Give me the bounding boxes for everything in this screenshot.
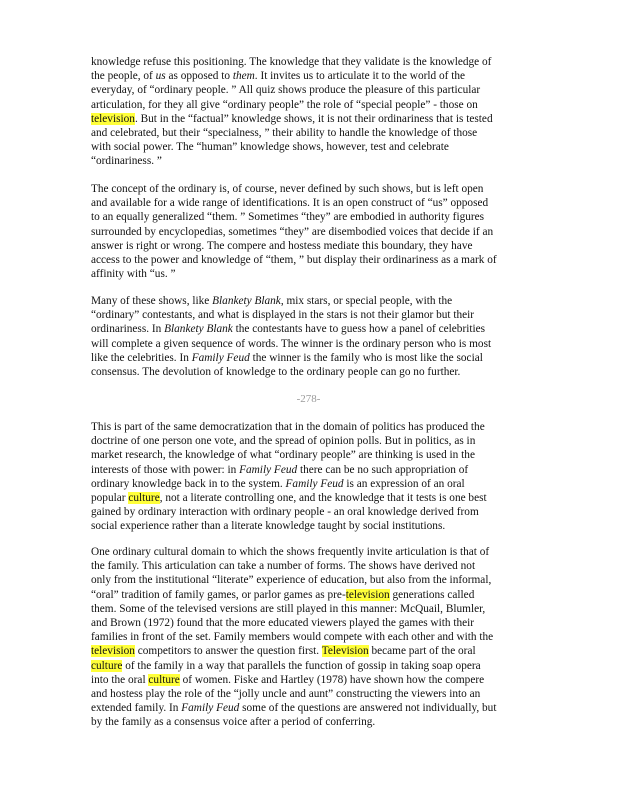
text-line: interests of those with power: in Family Feud there can be no such appropriation of: [91, 463, 469, 476]
page-number: -278-: [296, 393, 321, 405]
text-line: them. Some of the televised versions are still played in this manner: McQuail, Blumler,: [91, 602, 486, 615]
paragraph-1: [91, 55, 531, 169]
text-line: “ordinariness. ”: [91, 155, 162, 168]
text-line: surrounded by encyclopedias, sometimes “they” are disembodied voices that decide if an: [91, 225, 494, 238]
text-line: knowledge refuse this positioning. The knowledge that they validate is the knowledge of: [91, 56, 492, 68]
text-line: doctrine of one person one vote, and the spread of opinion polls. But in politics, as in: [91, 435, 476, 448]
text-line: television competitors to answer the question first. Television became part of the oral: [91, 645, 476, 658]
paragraph-2: [91, 182, 531, 281]
highlighted-term: culture: [128, 492, 160, 505]
text-line: television. But in the “factual” knowledge shows, it is not their ordinariness that is tested: [91, 112, 493, 125]
text-line: and Brown (1972) found that the more educated viewers played the games with their: [91, 617, 475, 630]
text-line: ordinariness. In Blankety Blank the contestants have to guess how a panel of celebrities: [91, 323, 486, 336]
highlighted-term: culture: [91, 659, 123, 672]
text-line: One ordinary cultural domain to which the shows frequently invite articulation is that of: [91, 546, 490, 558]
text-line: culture of the family in a way that parallels the function of gossip in taking soap opera: [91, 659, 481, 672]
text-line: will complete a given sequence of words. The winner is the ordinary person who is most: [91, 337, 492, 350]
text-line: affinity with “us. ”: [91, 268, 176, 281]
text-line: answer is right or wrong. The compere and hostess mediate this boundary, they have: [91, 239, 473, 252]
text-line: The concept of the ordinary is, of course, never defined by such shows, but is left open: [91, 183, 484, 195]
text-line: into the oral culture of women. Fiske and Hartley (1978) have shown how the compere: [91, 673, 485, 686]
text-line: consensus. The devolution of knowledge to the ordinary people can go no further.: [91, 366, 461, 379]
highlighted-term: television: [91, 645, 135, 658]
text-line: ordinary knowledge back in to the system. Family Feud is an expression of an oral: [91, 477, 465, 490]
text-line: “oral” tradition of family games, or parlor games as pre-television generations called: [91, 588, 475, 601]
paragraph-3: [91, 294, 531, 379]
text-line: everyday, of “ordinary people. ” All quiz shows produce the pleasure of this particular: [91, 84, 481, 97]
text-line: Many of these shows, like Blankety Blank, mix stars, or special people, with the: [91, 295, 453, 307]
paragraph-4: [91, 420, 531, 534]
text-line: and hostess play the role of the “jolly uncle and aunt” constructing the viewers into an: [91, 688, 481, 701]
text-line: market research, the knowledge of what “ordinary people” are thinking is used in the: [91, 449, 475, 462]
text-line: social experience rather than a literate knowledge taught by social institutions.: [91, 520, 446, 533]
highlighted-term: culture: [148, 673, 180, 686]
text-line: the family. This articulation can take a number of forms. The shows have derived not: [91, 560, 476, 573]
text-line: to an equally generalized “them. ” Sometimes “they” are embodied in authority figures: [91, 211, 485, 224]
text-line: like the celebrities. In Family Feud the winner is the family who is most like the social: [91, 351, 483, 364]
text-line: extended family. In Family Feud some of the questions are answered not individually, but: [91, 702, 497, 715]
text-line: This is part of the same democratization that in the domain of politics has produced the: [91, 421, 485, 433]
highlighted-term: television: [345, 588, 390, 601]
text-line: the people, of us as opposed to them. It invites us to articulate it to the world of the: [91, 70, 465, 83]
text-line: by the family as a consensus voice after a period of conferring.: [91, 716, 376, 729]
text-line: popular culture, not a literate controlling one, and the knowledge that it tests is one best: [91, 492, 487, 505]
text-line: and available for a wide range of identifications. It is an open construct of “us” opposed: [91, 197, 489, 210]
text-line: and celebrated, but their “specialness, ” their ability to handle the knowledge of those: [91, 127, 478, 140]
text-line: gained by ordinary interaction with ordinary people - an oral knowledge derived from: [91, 506, 479, 519]
highlighted-term: television: [91, 112, 135, 125]
paragraph-5: [91, 545, 531, 730]
text-line: only from the institutional “literate” experience of education, but also from the informal,: [91, 574, 492, 587]
text-line: articulation, for they all give “ordinary people” the role of “special people” - those on: [91, 98, 478, 111]
text-line: access to the power and knowledge of “them, ” but display their ordinariness as a mark of: [91, 254, 497, 267]
highlighted-term: Television: [321, 645, 369, 658]
text-line: with social power. The “human” knowledge shows, however, test and celebrate: [91, 141, 449, 154]
text-line: families in front of the set. Family members would compete with each other and with the: [91, 631, 494, 644]
text-line: “ordinary” contestants, and what is displayed in the stars is not their glamor but their: [91, 309, 475, 322]
